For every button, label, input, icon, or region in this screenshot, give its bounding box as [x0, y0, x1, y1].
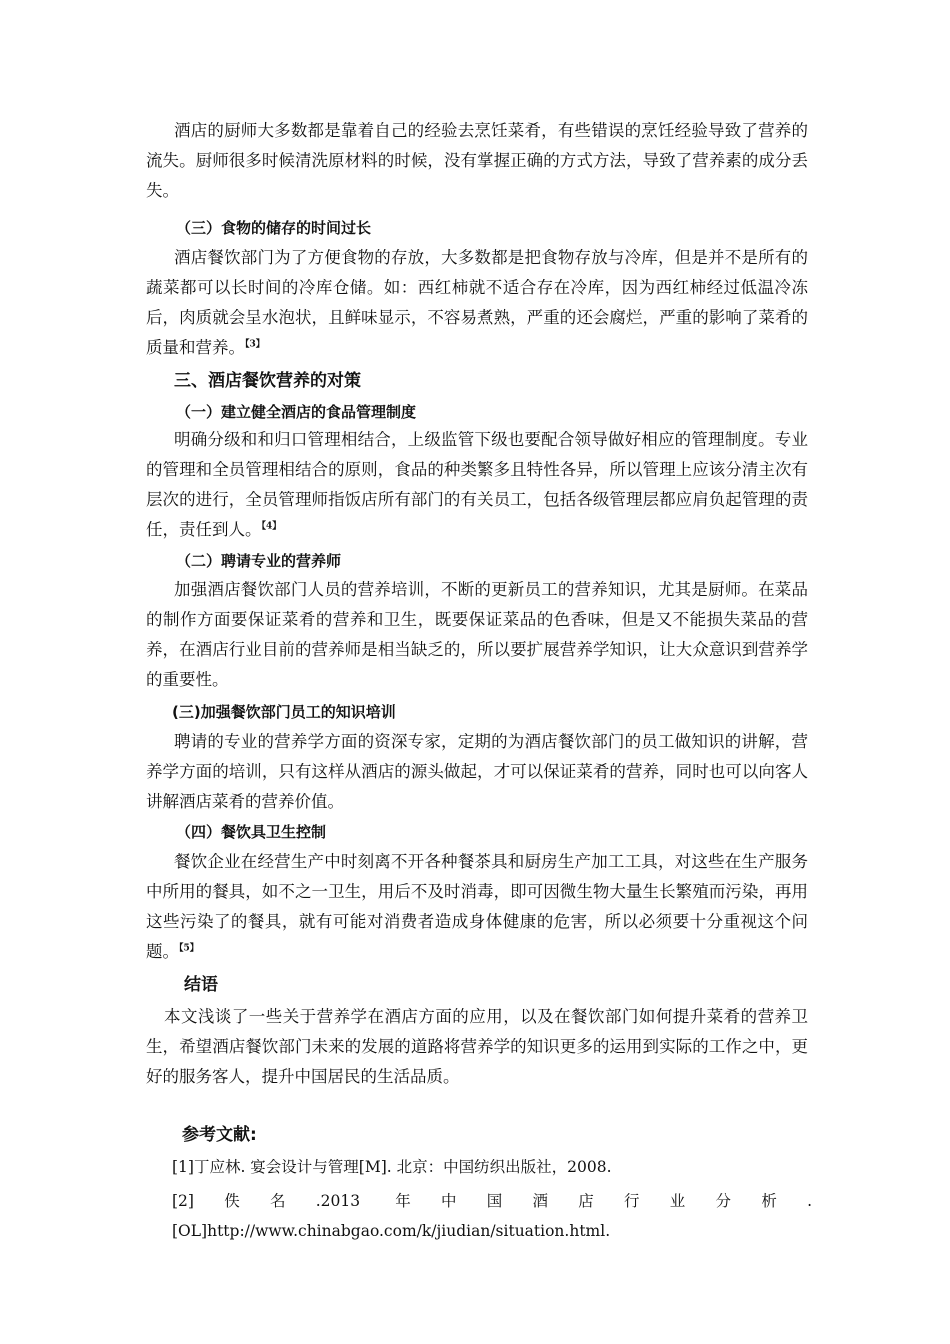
section-heading-text: 参考文献: — [182, 1125, 257, 1145]
paragraph-conclusion — [146, 1002, 808, 1092]
subheading-text: （二）聘请专业的营养师 — [176, 552, 342, 570]
body-text: 加强酒店餐饮部门人员的营养培训，不断的更新员工的营养知识，尤其是厨师。在菜品的制作方面要保证菜肴的营养和卫生，既要保证菜品的色香味，但是又不能损失菜品的营养，在酒店行业目前的营养师是相当缺乏的，所以要扩展营养学知识，让大众意识到营养学的重要性。 — [146, 580, 808, 689]
heading-conclusion — [184, 968, 846, 1002]
reference-item: [2]佚名.2013 年中国酒店行业分析.[OL]http://www.chinabgao.com/k/jiudian/situation.html. — [172, 1192, 812, 1240]
citation-marker: 【4】 — [261, 521, 282, 532]
paragraph-management — [146, 425, 808, 545]
subheading-text: （四）餐饮具卫生控制 — [176, 823, 327, 841]
citation-marker: 【3】 — [245, 339, 265, 350]
paragraph-nutritionist — [146, 575, 808, 695]
subheading-training — [172, 697, 834, 727]
subheading-text: （一）建立健全酒店的食品管理制度 — [176, 403, 417, 421]
body-text: 餐饮企业在经营生产中时刻离不开各种餐茶具和厨房生产加工工具，对这些在生产服务中所用的餐具，如不之一卫生，用后不及时消毒，即可因微生物大量生长繁殖而污染，再用这些污染了的餐具，就有可能对消费者造成身体健康的危害，所以必须要十分重视这个问题。$^{【5】}$ — [146, 852, 808, 961]
section-heading-countermeasures — [174, 364, 836, 398]
body-text: 聘请的专业的营养学方面的资深专家，定期的为酒店餐饮部门的员工做知识的讲解，营养学方面的培训，只有这样从酒店的源头做起，才可以保证菜肴的营养，同时也可以向客人讲解酒店菜肴的营养价值。 — [146, 732, 808, 811]
body-text: 明确分级和和归口管理相结合，上级监管下级也要配合领导做好相应的管理制度。专业的管理和全员管理相结合的原则，食品的种类繁多且特性各异，所以管理上应该分清主次有层次的进行，全员管理师指饭店所有部门的有关员工，包括各级管理层都应肩负起管理的责任，责任到人。$^{【4】}$ — [146, 430, 808, 539]
body-text: 本文浅谈了一些关于营养学在酒店方面的应用，以及在餐饮部门如何提升菜肴的营养卫生，希望酒店餐饮部门未来的发展的道路将营养学的知识更多的运用到实际的工作之中，更好的服务客人，提升中国居民的生活品质。 — [146, 1007, 808, 1086]
subheading-text: (三)加强餐饮部门员工的知识培训 — [172, 703, 396, 721]
section-heading-text: 三、酒店餐饮营养的对策 — [174, 371, 361, 391]
subheading-nutritionist — [176, 546, 838, 576]
subheading-storage — [176, 213, 838, 243]
paragraph-hygiene — [146, 847, 808, 967]
paragraph-training — [146, 727, 808, 817]
subheading-text: （三）食物的储存的时间过长 — [176, 219, 372, 237]
body-text: 酒店餐饮部门为了方便食物的存放，大多数都是把食物存放与冷库，但是并不是所有的蔬菜都可以长时间的冷库仓储。如：西红柿就不适合存在冷库，因为西红柿经过低温冷冻后，肉质就会呈水泡状，且鲜味显示，不容易煮熟，严重的还会腐烂，严重的影响了菜肴的质量和营养。$^{【3】}$ — [146, 248, 808, 357]
subheading-hygiene — [176, 817, 838, 847]
reference-item: [1]丁应林. 宴会设计与管理[M]. 北京：中国纺织出版社，2008. — [172, 1158, 612, 1176]
paragraph-chef-experience — [146, 116, 808, 206]
citation-marker: 【5】 — [179, 943, 199, 954]
heading-references — [182, 1118, 844, 1152]
subheading-management — [176, 397, 838, 427]
reference-list — [172, 1152, 812, 1246]
paragraph-storage — [146, 243, 808, 363]
section-heading-text: 结语 — [184, 975, 218, 995]
body-text: 酒店的厨师大多数都是靠着自己的经验去烹饪菜肴，有些错误的烹饪经验导致了营养的流失。厨师很多时候清洗原材料的时候，没有掌握正确的方式方法，导致了营养素的成分丢失。 — [146, 121, 808, 200]
